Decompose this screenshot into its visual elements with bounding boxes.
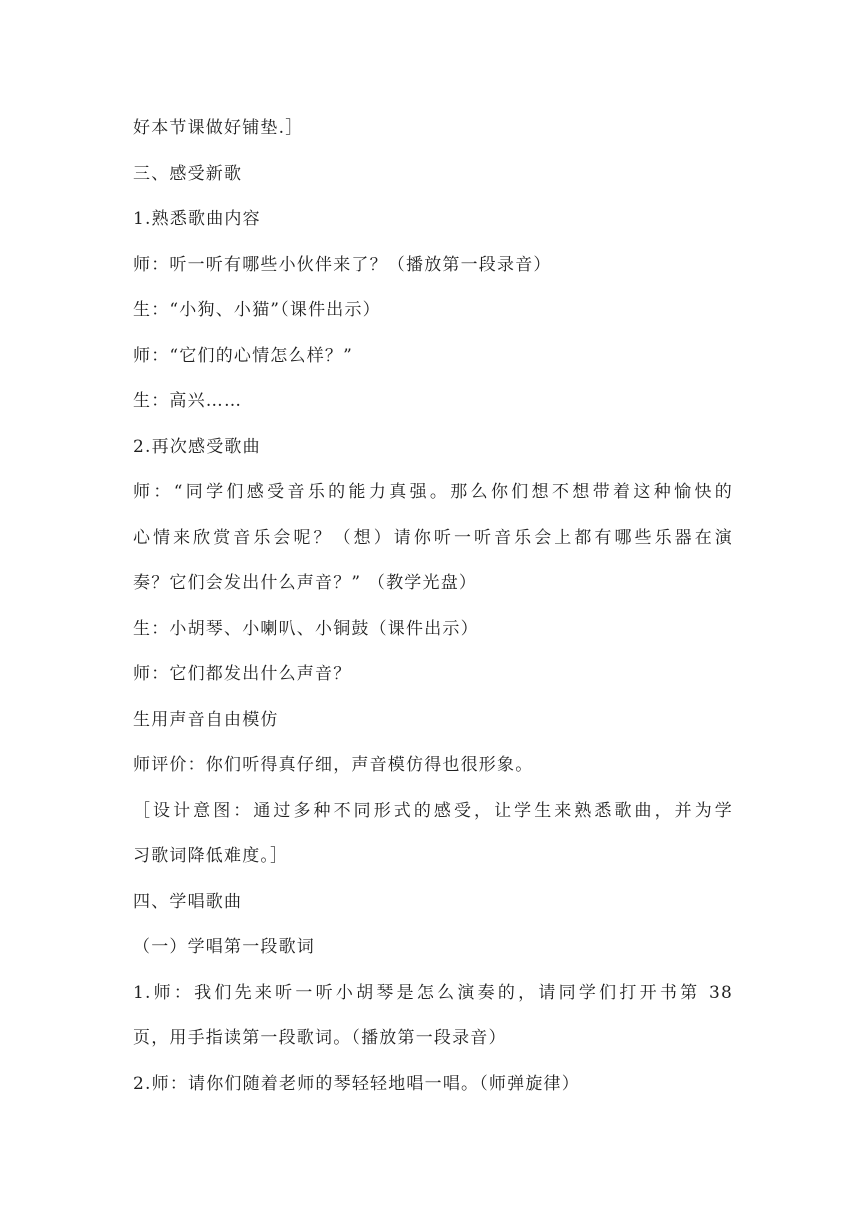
text-line: 心情来欣赏音乐会呢？（想）请你听一听音乐会上都有哪些乐器在演 bbox=[133, 527, 733, 548]
text-line: 师：听一听有哪些小伙伴来了？（播放第一段录音） bbox=[133, 254, 552, 275]
text-line: 师评价：你们听得真仔细，声音模仿得也很形象。 bbox=[133, 755, 534, 775]
text-line: 页，用手指读第一段歌词。（播放第一段录音） bbox=[133, 1028, 507, 1048]
text-line: （一）学唱第一段歌词 bbox=[133, 937, 315, 957]
text-line: ［设计意图：通过多种不同形式的感受，让学生来熟悉歌曲，并为学 bbox=[133, 800, 733, 821]
text-line: 生：“小狗、小猫”（课件出示） bbox=[133, 300, 381, 320]
text-line: 奏？它们会发出什么声音？” （教学光盘） bbox=[133, 573, 478, 593]
document-body bbox=[133, 110, 733, 1111]
text-line: 2.师：请你们随着老师的琴轻轻地唱一唱。（师弹旋律） bbox=[133, 1073, 580, 1094]
text-line: 生用声音自由模仿 bbox=[133, 709, 279, 730]
text-line: 三、感受新歌 bbox=[133, 163, 243, 184]
text-line: 好本节课做好铺垫.］ bbox=[133, 118, 304, 138]
text-line: 师：“它们的心情怎么样？” bbox=[133, 345, 353, 366]
text-line: 2.再次感受歌曲 bbox=[133, 436, 261, 457]
text-line: 生：高兴…… bbox=[133, 391, 243, 411]
text-line: 师：它们都发出什么声音？ bbox=[133, 664, 352, 684]
text-line: 师：“同学们感受音乐的能力真强。那么你们想不想带着这种愉快的 bbox=[133, 482, 733, 502]
text-line: 生：小胡琴、小喇叭、小铜鼓（课件出示） bbox=[133, 618, 479, 639]
text-line: 习歌词降低难度。］ bbox=[133, 846, 289, 866]
text-line: 1.师：我们先来听一听小胡琴是怎么演奏的，请同学们打开书第 38 bbox=[133, 982, 733, 1003]
text-line: 1.熟悉歌曲内容 bbox=[133, 209, 261, 229]
text-line: 四、学唱歌曲 bbox=[133, 891, 243, 912]
